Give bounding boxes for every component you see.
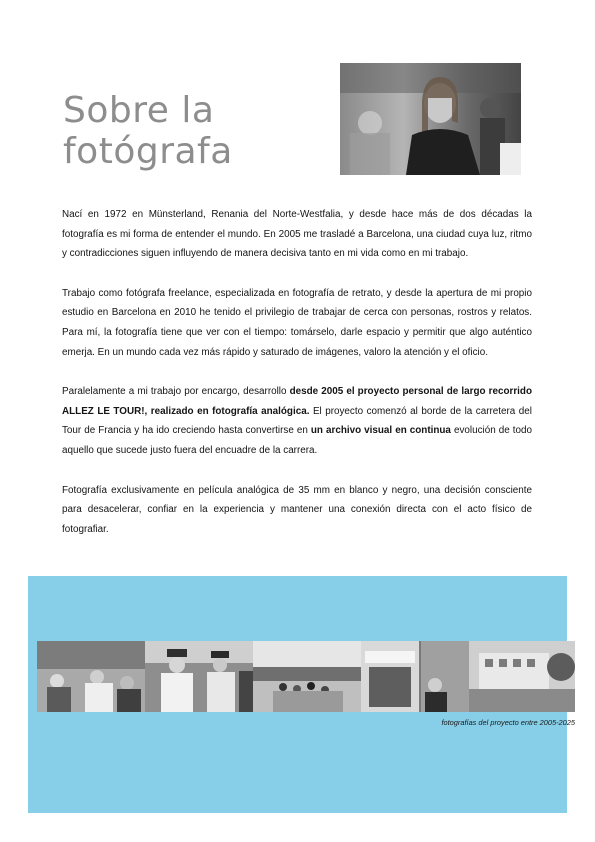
gallery-photo-building — [469, 641, 575, 712]
portrait-photo — [340, 63, 521, 175]
biography-text — [62, 205, 532, 559]
photo-shopfront-graphic — [361, 641, 469, 712]
photo-police-graphic — [145, 641, 253, 712]
paragraph-3 — [62, 382, 532, 460]
portrait-photo-graphic — [340, 63, 521, 175]
paragraph-3-part-c: El proyecto comenzó al borde de la carretera del Tour de Francia y ha ido creciendo hasta convertirse en — [62, 405, 532, 437]
gallery-caption: fotografías del proyecto entre 2005-2025 — [441, 718, 575, 727]
photo-building-graphic — [469, 641, 575, 712]
gallery-photo-shopfront — [361, 641, 469, 712]
photo-peloton-graphic — [253, 641, 361, 712]
title-line-1: Sobre la — [63, 90, 215, 131]
paragraph-3-part-a: Paralelamente a mi trabajo por encargo, desarrollo — [62, 386, 290, 398]
paragraph-4: Fotografía exclusivamente en película analógica de 35 mm en blanco y negro, una decisión consciente para desacelerar, confiar en la experiencia y mantener una conexión directa con el acto físico de fotografiar. — [62, 484, 532, 535]
paragraph-3-part-e: evolución de todo aquello que sucede justo fuera del encuadre de la carrera. — [62, 425, 532, 456]
paragraph-3-bold-archive: un archivo visual en continua — [310, 425, 451, 437]
gallery-photo-police — [145, 641, 253, 712]
photo-spectators-graphic — [37, 641, 145, 712]
gallery-photo-spectators — [37, 641, 145, 712]
photo-filmstrip — [37, 641, 575, 712]
paragraph-3-bold-project: desde 2005 el proyecto personal de largo recorrido ALLEZ LE TOUR!, realizado en fotografía analógica. — [62, 386, 532, 417]
title-line-2: fotógrafa — [63, 131, 233, 172]
page-title — [63, 90, 313, 172]
paragraph-1: Nací en 1972 en Münsterland, Renania del Norte-Westfalia, y desde hace más de dos décadas la fotografía es mi forma de entender el mundo. En 2005 me trasladé a Barcelona, una ciudad cuya luz, ritmo y contradicciones siguen influyendo de manera decisiva tanto en mi vida como en mi trabajo. — [62, 209, 532, 260]
paragraph-2: Trabajo como fotógrafa freelance, especializada en fotografía de retrato, y desde la apertura de mi propio estudio en Barcelona en 2010 he tenido el privilegio de trabajar de cerca con personas, rostros y relatos. Para mí, la fotografía tiene que ver con el tiempo: tomárselo, darle espacio y permitir que algo auténtico emerja. En un mundo cada vez más rápido y saturado de imágenes, valoro la atención y el oficio. — [62, 287, 532, 358]
gallery-photo-peloton — [253, 641, 361, 712]
